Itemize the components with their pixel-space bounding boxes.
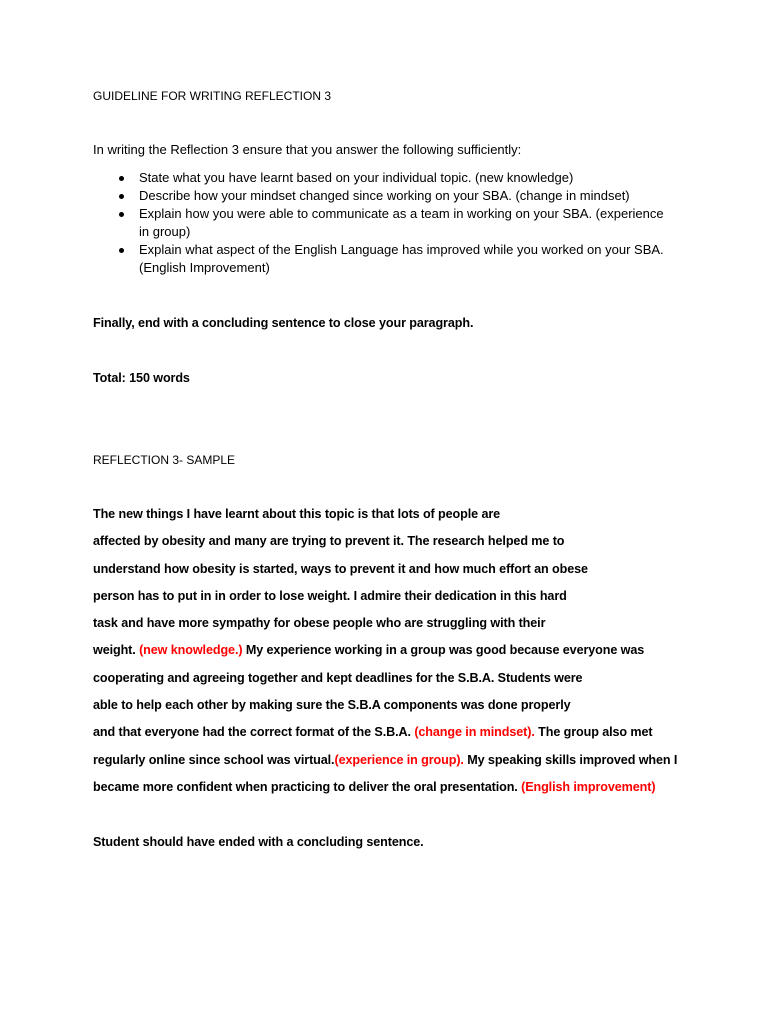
sample-text: person has to put in in order to lose weight. I admire their dedication in this hard (93, 588, 567, 603)
annotation-label-experience-in-group: (experience in group). (334, 752, 464, 767)
sample-text: task and have more sympathy for obese people who are struggling with their (93, 616, 546, 631)
sample-line (93, 719, 677, 746)
sample-line (93, 774, 677, 801)
sample-text: weight. (93, 643, 140, 658)
sample-text: regularly online since school was virtual. (93, 752, 335, 767)
annotation-label-new-knowledge: (new knowledge.) (139, 643, 243, 658)
guideline-item (0, 187, 664, 205)
sample-text: The group also met (534, 725, 653, 740)
intro-text: In writing the Reflection 3 ensure that you answer the following sufficiently: (93, 142, 522, 157)
sample-text: and that everyone had the correct format of the S.B.A. (93, 725, 415, 740)
sample-line (93, 692, 677, 719)
sample-heading: REFLECTION 3- SAMPLE (93, 453, 236, 467)
sample-text: My speaking skills improved when I (463, 752, 678, 767)
guideline-item-text: Describe how your mindset changed since working on your SBA. (change in mindset) (139, 188, 630, 203)
guideline-list (0, 169, 664, 277)
word-count-total: Total: 150 words (93, 371, 190, 385)
guideline-item (0, 205, 664, 241)
guideline-item-text: Explain what aspect of the English Language has improved while you worked on your SBA. (English Improvement) (139, 242, 664, 275)
guideline-item-text: State what you have learnt based on your individual topic. (new knowledge) (139, 170, 574, 185)
sample-paragraph (93, 501, 677, 801)
sample-line (93, 556, 677, 583)
document-title: GUIDELINE FOR WRITING REFLECTION 3 (93, 89, 332, 103)
guideline-item (0, 241, 664, 277)
sample-text: My experience working in a group was good because everyone was (242, 643, 645, 658)
sample-line (93, 637, 677, 664)
annotation-label-change-in-mindset: (change in mindset). (414, 725, 535, 740)
guideline-item-text: Explain how you were able to communicate as a team in working on your SBA. (experience in group) (139, 206, 664, 239)
sample-text: affected by obesity and many are trying to prevent it. The research helped me to (93, 534, 565, 549)
feedback-note: Student should have ended with a concluding sentence. (93, 835, 424, 849)
sample-text: became more confident when practicing to deliver the oral presentation. (93, 779, 522, 794)
annotation-label-english-improvement: (English improvement) (521, 779, 656, 794)
sample-line (93, 528, 677, 555)
sample-text: understand how obesity is started, ways to prevent it and how much effort an obese (93, 561, 588, 576)
sample-line (93, 747, 677, 774)
closing-instruction: Finally, end with a concluding sentence to close your paragraph. (93, 316, 474, 330)
sample-line (93, 665, 677, 692)
sample-line (93, 610, 677, 637)
sample-line (93, 501, 677, 528)
bullet-icon (119, 176, 124, 181)
sample-text: The new things I have learnt about this topic is that lots of people are (93, 507, 501, 521)
sample-text: cooperating and agreeing together and kept deadlines for the S.B.A. Students were (93, 670, 583, 685)
bullet-icon (119, 212, 124, 217)
sample-text: able to help each other by making sure the S.B.A components was done properly (93, 698, 571, 713)
sample-line (93, 583, 677, 610)
guideline-item (0, 169, 664, 187)
bullet-icon (119, 248, 124, 253)
bullet-icon (119, 194, 124, 199)
